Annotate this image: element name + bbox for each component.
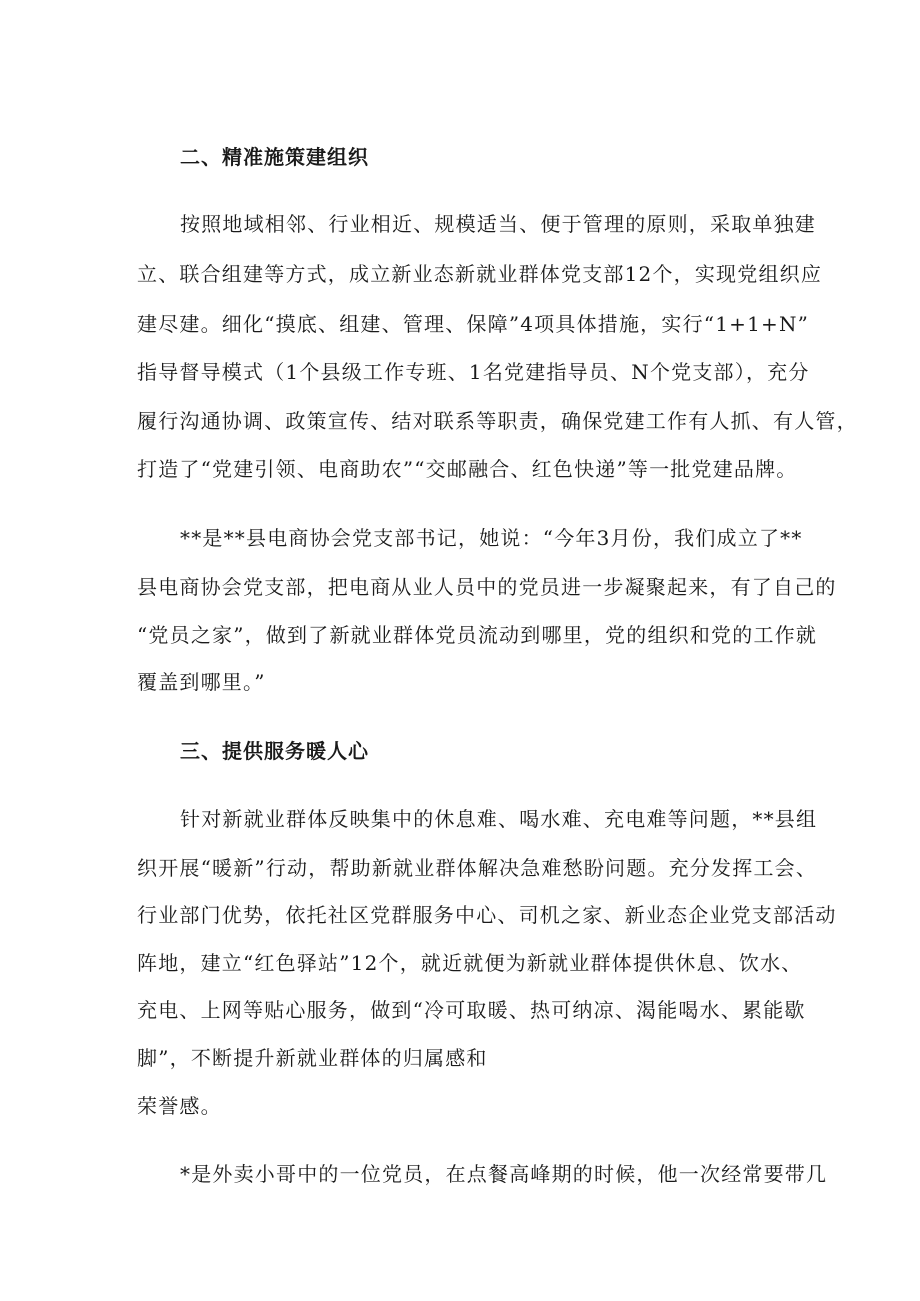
paragraph-line: 指导督导模式（1个县级工作专班、1名党建指导员、N个党支部），充分 bbox=[137, 360, 810, 384]
section-heading-2: 二、精准施策建组织 bbox=[180, 145, 369, 169]
paragraph-line: 行业部门优势，依托社区党群服务中心、司机之家、新业态企业党支部活动 bbox=[137, 903, 837, 927]
paragraph-line: 建尽建。细化“摸底、组建、管理、保障”4项具体措施，实行“1+1+N” bbox=[137, 312, 810, 336]
paragraph-line: 脚”，不断提升新就业群体的归属感和 bbox=[137, 1046, 488, 1070]
paragraph-line: 织开展“暖新”行动，帮助新就业群体解决急难愁盼问题。充分发挥工会、 bbox=[137, 856, 818, 880]
paragraph-line: 打造了“党建引领、电商助农”“交邮融合、红色快递”等一批党建品牌。 bbox=[137, 457, 798, 481]
paragraph-line: 立、联合组建等方式，成立新业态新就业群体党支部12个，实现党组织应 bbox=[137, 262, 823, 286]
paragraph-line: *是外卖小哥中的一位党员，在点餐高峰期的时候，他一次经常要带几 bbox=[180, 1162, 828, 1186]
paragraph-line: 覆盖到哪里。” bbox=[137, 670, 266, 694]
paragraph-line: 按照地域相邻、行业相近、规模适当、便于管理的原则，采取单独建 bbox=[180, 212, 816, 236]
section-heading-3: 三、提供服务暖人心 bbox=[180, 739, 369, 763]
paragraph-line: 针对新就业群体反映集中的休息难、喝水难、充电难等问题，**县组 bbox=[180, 807, 818, 831]
paragraph-line: 充电、上网等贴心服务，做到“冷可取暖、热可纳凉、渴能喝水、累能歇 bbox=[137, 998, 806, 1022]
paragraph-line: 荣誉感。 bbox=[137, 1094, 222, 1118]
paragraph-line: 县电商协会党支部，把电商从业人员中的党员进一步凝聚起来，有了自己的 bbox=[137, 575, 837, 599]
paragraph-line: 履行沟通协调、政策宣传、结对联系等职责，确保党建工作有人抓、有人管， bbox=[137, 409, 858, 433]
paragraph-line: **是**县电商协会党支部书记，她说：“今年3月份，我们成立了** bbox=[180, 526, 803, 550]
paragraph-line: “党员之家”，做到了新就业群体党员流动到哪里，党的组织和党的工作就 bbox=[137, 623, 818, 647]
paragraph-line: 阵地，建立“红色驿站”12个，就近就便为新就业群体提供休息、饮水、 bbox=[137, 951, 803, 975]
